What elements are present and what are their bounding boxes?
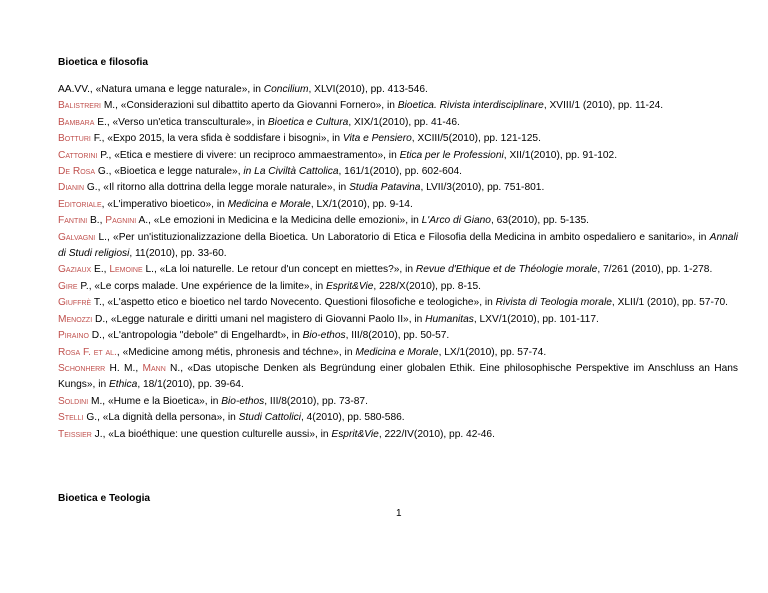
entry-author: Fantini [58, 215, 88, 227]
entry-author: Editoriale [58, 198, 102, 210]
entry-author: Pagnini [105, 215, 137, 227]
entry-text: , «L'imperativo bioetico», in [101, 198, 228, 210]
entry-author: Balistreri [58, 100, 101, 112]
entry-text: , «Medicine among métis, phronesis and téchne», in [116, 346, 356, 358]
entry-text: B., [87, 215, 106, 227]
entry-volume: , 4(2010), pp. 580-586. [300, 412, 405, 424]
entry-text: J., «La bioéthique: une question culturelle aussi», in [91, 428, 332, 440]
entry-journal: Humanitas [425, 313, 474, 325]
entry-text: D., «L'antropologia "debole" di Engelhardt», in [88, 330, 303, 342]
entry-journal: Concilium [263, 84, 309, 95]
entry-volume: , 63(2010), pp. 5-135. [490, 215, 589, 227]
bibliography-entry [58, 345, 738, 361]
entry-volume: , XCIII/5(2010), pp. 121-125. [411, 133, 541, 145]
entry-text: P., «Le corps malade. Une expérience de la limite», in [77, 280, 327, 292]
bibliography-entry [58, 213, 738, 229]
entry-author: Cattorini [58, 149, 98, 161]
entry-volume: , 7/261 (2010), pp. 1-278. [597, 264, 713, 276]
entry-text: L., «Per un'istituzionalizzazione della Bioetica. Un Laboratorio di Etica e Filosofia della Medicina in ambito ospedaliero e sanitario», in [95, 231, 710, 243]
entry-journal: L'Arco di Giano [421, 215, 491, 227]
entry-journal: Esprit&Vie [331, 428, 379, 440]
entry-volume: , LVII/3(2010), pp. 751-801. [420, 182, 545, 194]
entry-author: Soldini [58, 395, 89, 407]
entry-author: Teissier [58, 428, 92, 440]
entry-text: E., [91, 264, 110, 276]
bibliography-entry [58, 131, 738, 147]
entry-journal: Studi Cattolici [238, 412, 301, 424]
entry-author: Giuffrè [58, 297, 92, 309]
entry-volume: , XVIII/1 (2010), pp. 11-24. [543, 100, 664, 112]
bibliography-entry [58, 427, 738, 443]
bibliography-entry [58, 197, 738, 213]
entry-text: H. M., [105, 362, 143, 374]
entry-text: P., «Etica e mestiere di vivere: un reciproco ammaestramento», in [97, 149, 400, 161]
bibliography-entry [58, 361, 738, 394]
entry-text: A., «Le emozioni in Medicina e la Medicina delle emozioni», in [136, 215, 422, 227]
entry-author: Botturi [58, 133, 91, 145]
bibliography-entry [58, 312, 738, 328]
entry-text: T., «L'aspetto etico e bioetico nel tardo Novecento. Questioni filosofiche e teologiche», in [91, 297, 496, 309]
bibliography-entry [58, 82, 738, 98]
entry-journal: Bioetica e Cultura [267, 116, 349, 128]
bibliography-entry [58, 394, 738, 410]
entry-author: Mann [142, 362, 166, 374]
entry-journal: Esprit&Vie [326, 280, 374, 292]
entry-text: N., «Das utopische Denken als Begründung einer globalen Ethik. Eine philosophische Perspektive im Anschluss an Hans Kungs», in [58, 362, 738, 391]
entry-volume: , 18/1(2010), pp. 39-64. [137, 379, 244, 391]
entry-text: M., «Hume e la Bioetica», in [88, 395, 222, 407]
bibliography-entry [58, 262, 738, 278]
entry-volume: , XIX/1(2010), pp. 41-46. [348, 116, 460, 128]
entry-volume: , 228/X(2010), pp. 8-15. [373, 280, 482, 292]
entry-author: Rosa F. et al. [58, 346, 117, 358]
entry-journal: Annali di Studi religiosi [58, 231, 738, 260]
entry-author: Galvagni [58, 231, 96, 243]
entry-author: Stelli [58, 412, 84, 424]
entry-text: L., «La loi naturelle. Le retour d'un concept en miettes?», in [142, 264, 416, 276]
entry-author: Lemoine [109, 264, 143, 276]
bibliography-entry [58, 180, 738, 196]
section-heading-bioetica-teologia: Bioetica e Teologia [58, 493, 151, 504]
entry-author: AA.VV. [58, 84, 90, 95]
section-heading-bioetica-filosofia: Bioetica e filosofia [58, 57, 149, 68]
entry-volume: , XII/1(2010), pp. 91-102. [503, 149, 618, 161]
entry-journal: Medicina e Morale [227, 198, 311, 210]
entry-journal: Vita e Pensiero [342, 133, 412, 145]
entry-journal: Bio-ethos [221, 395, 265, 407]
entry-journal: Medicina e Morale [355, 346, 439, 358]
entry-journal: Etica per le Professioni [399, 149, 504, 161]
entry-journal: Studia Patavina [349, 182, 421, 194]
entry-volume: , 222/IV(2010), pp. 42-46. [378, 428, 495, 440]
entry-author: Gaziaux [58, 264, 92, 276]
bibliography-entry [58, 115, 738, 131]
bibliography-entry [58, 164, 738, 180]
entry-text: G., «La dignità della persona», in [83, 412, 239, 424]
entry-text: G., «Il ritorno alla dottrina della legge morale naturale», in [84, 182, 350, 194]
entry-volume: , III/8(2010), pp. 73-87. [264, 395, 368, 407]
entry-author: Gire [58, 280, 78, 292]
entry-author: Schonherr [58, 362, 106, 374]
entry-author: De Rosa [58, 166, 95, 178]
bibliography-list [58, 82, 738, 443]
entry-journal: Rivista di Teologia morale [495, 297, 612, 309]
entry-volume: , LX/1(2010), pp. 9-14. [310, 198, 413, 210]
entry-author: Menozzi [58, 313, 93, 325]
entry-text: E., «Verso un'etica transculturale», in [94, 116, 268, 128]
entry-volume: , III/8(2010), pp. 50-57. [345, 330, 450, 342]
entry-text: F., «Expo 2015, la vera sfida è soddisfare i bisogni», in [90, 133, 343, 145]
bibliography-entry [58, 230, 738, 263]
entry-author: Piraino [58, 330, 89, 342]
entry-journal: in La Civiltà Cattolica [243, 166, 339, 178]
entry-journal: Bio-ethos [302, 330, 346, 342]
entry-text: M., «Considerazioni sul dibattito aperto da Giovanni Fornero», in [100, 100, 398, 112]
bibliography-entry [58, 328, 738, 344]
entry-author: Dianin [58, 182, 85, 194]
entry-volume: , XLVI(2010), pp. 413-546. [308, 84, 428, 95]
entry-volume: , LXV/1(2010), pp. 101-117. [473, 313, 599, 325]
entry-journal: Bioetica. Rivista interdisciplinare [397, 100, 544, 112]
entry-volume: , LX/1(2010), pp. 57-74. [438, 346, 547, 358]
bibliography-entry [58, 148, 738, 164]
entry-volume: , XLII/1 (2010), pp. 57-70. [611, 297, 729, 309]
page-number: 1 [396, 508, 402, 519]
entry-text: D., «Legge naturale e diritti umani nel magistero di Giovanni Paolo II», in [92, 313, 426, 325]
bibliography-entry [58, 279, 738, 295]
entry-volume: , 11(2010), pp. 33-60. [129, 248, 227, 260]
entry-text: , «Natura umana e legge naturale», in [89, 84, 264, 95]
bibliography-entry [58, 410, 738, 426]
bibliography-entry [58, 295, 738, 311]
entry-volume: , 161/1(2010), pp. 602-604. [338, 166, 462, 178]
entry-author: Bambara [58, 116, 95, 128]
entry-journal: Revue d'Ethique et de Théologie morale [415, 264, 598, 276]
entry-journal: Ethica [108, 379, 138, 391]
bibliography-entry [58, 98, 738, 114]
entry-text: G., «Bioetica e legge naturale», [95, 166, 244, 178]
